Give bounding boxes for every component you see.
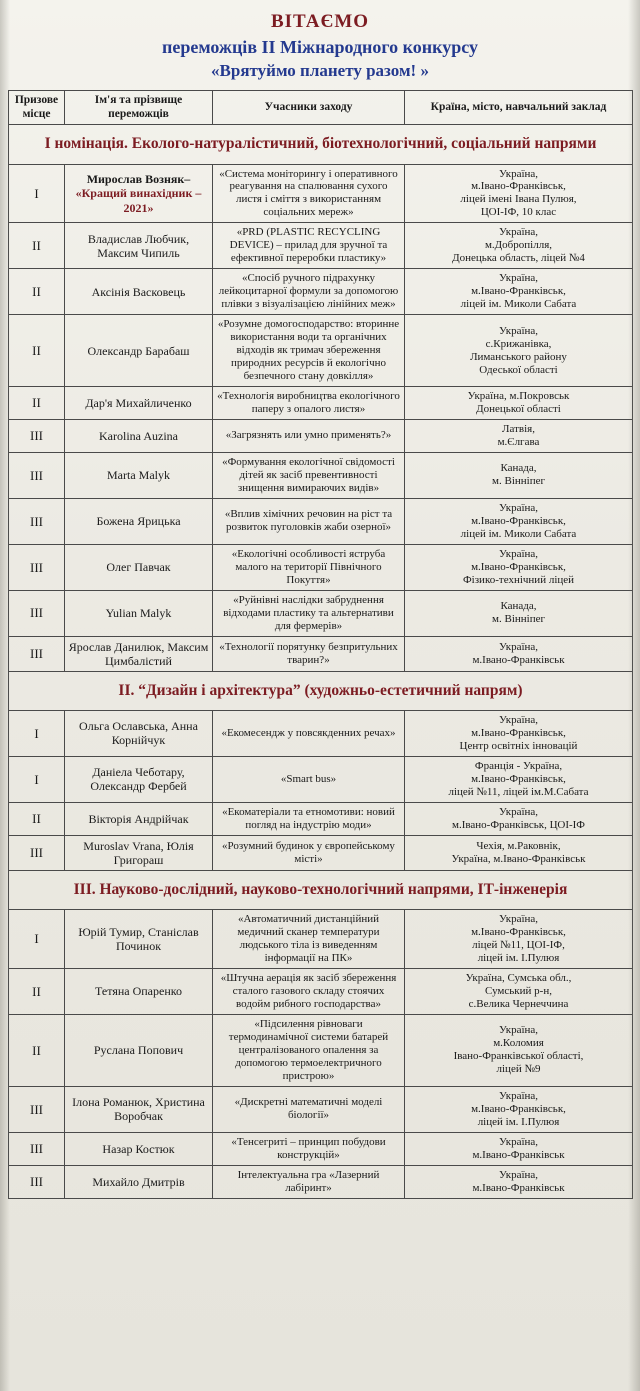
table-row [9,419,633,452]
cell-name: Михайло Дмитрів [65,1165,213,1198]
cell-location: Україна, м.Івано-Франківськ, ліцей ім. Миколи Сабата [405,269,633,315]
cell-place: ІІІ [9,544,65,590]
table-body [9,125,633,1198]
table-row [9,1086,633,1132]
column-header-work: Учасники заходу [213,91,405,125]
cell-project-title: «Підсилення рівноваги термодинамічної системи батарей централізованого опалення за допомогою термоелектричного пристрою» [213,1014,405,1086]
table-row [9,164,633,223]
cell-place: ІІ [9,969,65,1015]
table-row [9,452,633,498]
table-row [9,590,633,636]
cell-location: Україна, Сумська обл., Сумський р-н, с.Велика Чернеччина [405,969,633,1015]
cell-name: Божена Ярицька [65,498,213,544]
cell-location: Латвія, м.Єлгава [405,419,633,452]
cell-project-title: «Технологія виробництва екологічного паперу з опалого листя» [213,387,405,420]
cell-place: ІІ [9,802,65,835]
cell-place: ІІІ [9,1132,65,1165]
cell-name: Muroslav Vrana, Юлія Григораш [65,835,213,870]
cell-name: Ілона Романюк, Христина Воробчак [65,1086,213,1132]
cell-place: ІІ [9,1014,65,1086]
cell-place: ІІІ [9,419,65,452]
cell-name: Назар Костюк [65,1132,213,1165]
cell-place: ІІ [9,269,65,315]
cell-place: ІІ [9,223,65,269]
cell-project-title: «Екологічні особливості яструба малого на території Північного Покуття» [213,544,405,590]
table-row [9,498,633,544]
table-row [9,910,633,969]
cell-project-title: «Вплив хімічних речовин на ріст та розвиток пуголовків жаби озерної» [213,498,405,544]
cell-location: Україна, м.Івано-Франківськ, Центр освітніх інновацій [405,710,633,756]
table-row [9,969,633,1015]
cell-name: Вікторія Андрійчак [65,802,213,835]
document-header [8,6,632,90]
cell-place: ІІІ [9,835,65,870]
cell-place: І [9,710,65,756]
table-row [9,223,633,269]
cell-place: ІІІ [9,452,65,498]
special-award-label: «Кращий винахідник – 2021» [75,186,202,215]
cell-place: ІІІ [9,636,65,671]
cell-project-title: «Система моніторингу і оперативного реагування на спалювання сухого листя і сміття з використанням соціальних мереж» [213,164,405,223]
cell-name: Marta Malyk [65,452,213,498]
table-row [9,387,633,420]
cell-project-title: «Екоматеріали та етномотиви: новий погляд на індустрію моди» [213,802,405,835]
cell-location: Україна, м.Покровськ Донецької області [405,387,633,420]
section-title: І номінація. Еколого-натуралістичний, біотехнологічний, соціальний напрями [9,125,633,164]
cell-project-title: «Загрязнять или умно применять?» [213,419,405,452]
cell-location: Україна, м.Добропілля, Донецька область, ліцей №4 [405,223,633,269]
table-row [9,1165,633,1198]
cell-name: Тетяна Опаренко [65,969,213,1015]
cell-name: Даніела Чеботару, Олександр Фербей [65,756,213,802]
table-row [9,710,633,756]
cell-name: Олександр Барабаш [65,315,213,387]
table-row [9,636,633,671]
cell-name [65,164,213,223]
cell-place: І [9,164,65,223]
cell-project-title: «Автоматичний дистанційний медичний сканер температури людського тіла із виведенням інформації на ПК» [213,910,405,969]
table-header [9,91,633,125]
cell-location: Україна, м.Івано-Франківськ, ліцей ім. Миколи Сабата [405,498,633,544]
cell-project-title: «Smart bus» [213,756,405,802]
cell-location: Україна, м.Івано-Франківськ [405,636,633,671]
cell-location: Канада, м. Вінніпег [405,590,633,636]
table-row [9,835,633,870]
cell-place: І [9,910,65,969]
cell-project-title: Інтелектуальна гра «Лазерний лабіринт» [213,1165,405,1198]
cell-location: Україна, м.Івано-Франківськ, ліцей №11, ЦОІ-ІФ, ліцей ім. І.Пулюя [405,910,633,969]
table-row [9,269,633,315]
cell-name: Юрій Тумир, Станіслав Починок [65,910,213,969]
column-header-name: Ім'я та прізвище переможців [65,91,213,125]
table-row [9,315,633,387]
cell-place: ІІІ [9,590,65,636]
cell-place: І [9,756,65,802]
cell-name: Yulian Malyk [65,590,213,636]
cell-name: Дар'я Михайличенко [65,387,213,420]
section-title: ІІІ. Науково-дослідний, науково-технологічний напрями, ІТ-інженерія [9,871,633,910]
cell-project-title: «PRD (PLASTIC RECYCLING DEVICE) – прилад для зручної та ефективної переробки пластику» [213,223,405,269]
cell-project-title: «Спосіб ручного підрахунку лейкоцитарної формули за допомогою плівки з візуалізацією лінійних меж» [213,269,405,315]
table-row [9,756,633,802]
cell-project-title: «Штучна аерація як засіб збереження сталого газового складу стоячих водойм рибного господарства» [213,969,405,1015]
cell-place: ІІ [9,387,65,420]
section-title: ІІ. “Дизайн і архітектура” (художньо-естетичний напрям) [9,671,633,710]
title-contest-line: переможців ІІ Міжнародного конкурсу [161,36,479,57]
cell-name: Руслана Попович [65,1014,213,1086]
cell-name: Аксінія Васковець [65,269,213,315]
column-header-location: Країна, місто, навчальний заклад [405,91,633,125]
cell-place: ІІ [9,315,65,387]
winner-name: Мирослав Возняк– [86,172,191,187]
cell-name: Ярослав Данилюк, Максим Цимбалістий [65,636,213,671]
cell-project-title: «Дискретні математичні моделі біології» [213,1086,405,1132]
winners-table [8,90,633,1198]
title-congratulations: ВІТАЄМО [270,11,370,32]
cell-place: ІІІ [9,498,65,544]
cell-location: Канада, м. Вінніпег [405,452,633,498]
cell-name: Ольга Ославська, Анна Корнійчук [65,710,213,756]
cell-location: Франція - Україна, м.Івано-Франківськ, ліцей №11, ліцей ім.М.Сабата [405,756,633,802]
cell-project-title: «Тенсегриті – принцип побудови конструкцій» [213,1132,405,1165]
cell-location: Україна, м.Івано-Франківськ, Фізико-технічний ліцей [405,544,633,590]
cell-location: Україна, м.Івано-Франківськ, ліцей ім. І.Пулюя [405,1086,633,1132]
cell-location: Україна, с.Крижанівка, Лиманського району Одеської області [405,315,633,387]
table-row [9,802,633,835]
table-row [9,1014,633,1086]
title-contest-name: «Врятуймо планету разом! » [211,61,429,81]
column-header-place: Призове місце [9,91,65,125]
cell-location: Чехія, м.Раковнік, Україна, м.Івано-Франківськ [405,835,633,870]
cell-location: Україна, м.Коломия Івано-Франківської області, ліцей №9 [405,1014,633,1086]
cell-place: ІІІ [9,1086,65,1132]
cell-name: Олег Павчак [65,544,213,590]
cell-project-title: «Технології порятунку безпритульних тварин?» [213,636,405,671]
table-header-row [9,91,633,125]
cell-project-title: «Розумний будинок у європейському місті» [213,835,405,870]
cell-project-title: «Формування екологічної свідомості дітей як засіб превентивності знищення вимираючих видів» [213,452,405,498]
cell-location: Україна, м.Івано-Франківськ [405,1132,633,1165]
cell-location: Україна, м.Івано-Франківськ, ЦОІ-ІФ [405,802,633,835]
cell-location: Україна, м.Івано-Франківськ [405,1165,633,1198]
cell-place: ІІІ [9,1165,65,1198]
table-row [9,544,633,590]
cell-project-title: «Екомесендж у повсякденних речах» [213,710,405,756]
cell-name: Владислав Любчик, Максим Чипиль [65,223,213,269]
section-heading-row [9,671,633,710]
cell-project-title: «Розумне домогосподарство: вторинне використання води та органічних відходів як тримач збереження природних ресурсів й екологічно безпечного стану довкілля» [213,315,405,387]
section-heading-row [9,871,633,910]
cell-name: Karolina Auzina [65,419,213,452]
section-heading-row [9,125,633,164]
cell-project-title: «Руйнівні наслідки забруднення відходами пластику та альтернативи для фермерів» [213,590,405,636]
cell-location: Україна, м.Івано-Франківськ, ліцей імені Івана Пулюя, ЦОІ-ІФ, 10 клас [405,164,633,223]
table-row [9,1132,633,1165]
